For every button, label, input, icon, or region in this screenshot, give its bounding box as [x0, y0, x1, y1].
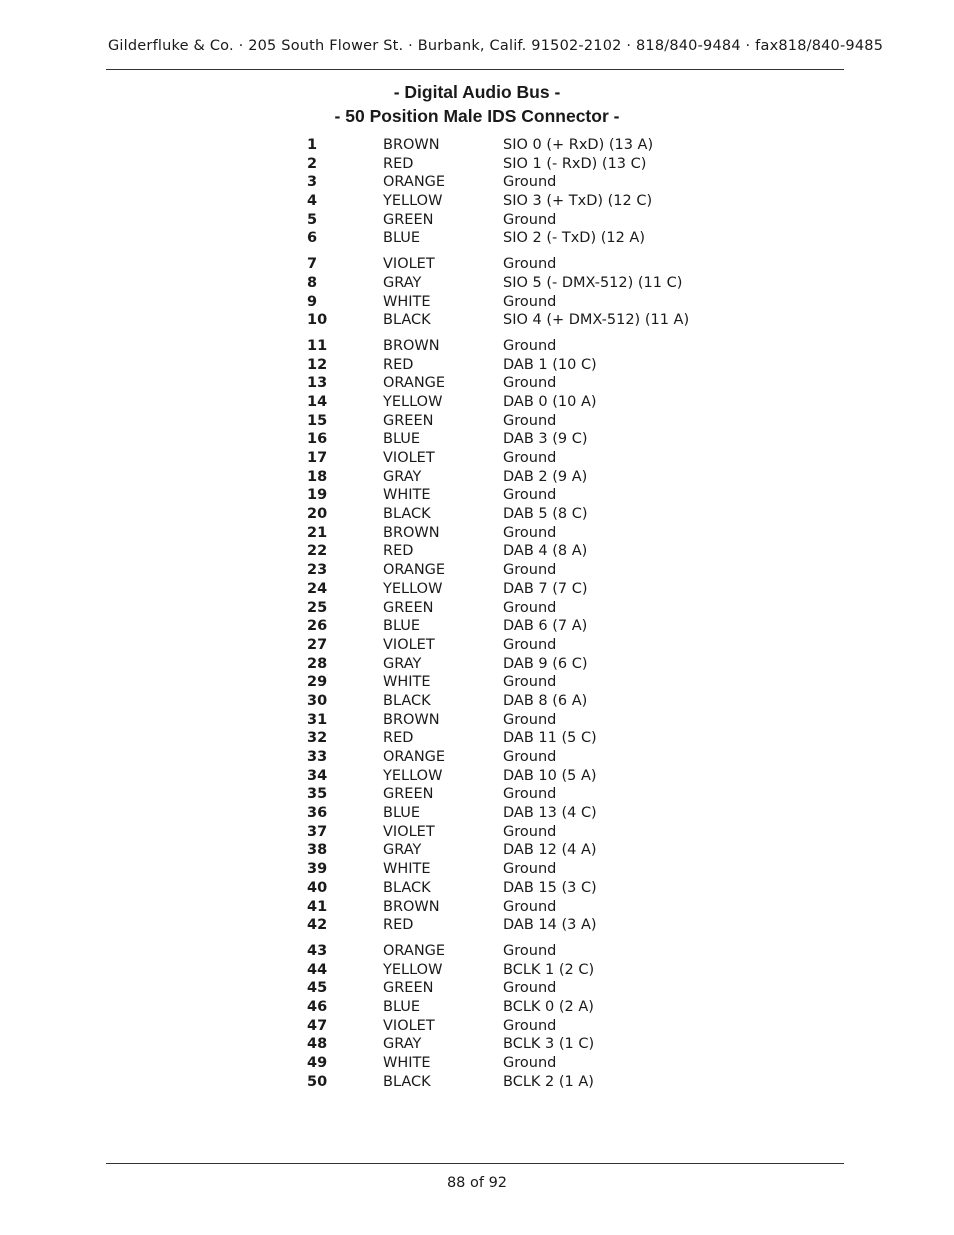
wire-color: RED — [383, 730, 414, 747]
pin-number: 33 — [307, 749, 328, 765]
wire-color: GREEN — [383, 211, 434, 228]
signal-name: Ground — [503, 256, 557, 273]
wire-color: BLUE — [383, 998, 421, 1015]
signal-name: Ground — [503, 1055, 557, 1071]
pin-row — [307, 879, 727, 898]
wire-color: VIOLET — [383, 636, 435, 653]
wire-color: BROWN — [383, 711, 440, 728]
pin-row — [307, 692, 727, 711]
pin-row — [307, 1073, 727, 1092]
signal-name: BCLK 3 (1 C) — [503, 1036, 595, 1053]
pin-row — [307, 255, 727, 274]
signal-name: Ground — [503, 942, 557, 959]
wire-color: BLUE — [383, 230, 421, 247]
signal-name: DAB 0 (10 A) — [503, 393, 597, 410]
signal-name: DAB 8 (6 A) — [503, 692, 588, 709]
pin-number: 38 — [307, 842, 328, 859]
pin-number: 11 — [307, 337, 328, 354]
signal-name: Ground — [503, 337, 557, 354]
wire-color: GREEN — [383, 412, 434, 429]
section-title: - Digital Audio Bus - — [393, 82, 561, 102]
wire-color: BLUE — [383, 618, 421, 635]
page-header: Gilderfluke & Co. · 205 South Flower St. · Burbank, Calif. 91502-2102 · 818/840-9484 · fax818/840-9485 — [108, 38, 884, 54]
pin-row — [307, 136, 727, 155]
signal-name: DAB 11 (5 C) — [503, 730, 597, 747]
pin-row — [307, 486, 727, 505]
wire-color: RED — [383, 356, 414, 373]
wire-color: GREEN — [383, 599, 434, 616]
pin-row — [307, 841, 727, 860]
section-subtitle: - 50 Position Male IDS Connector - — [334, 106, 620, 126]
wire-color: YELLOW — [383, 193, 443, 210]
pin-number: 1 — [307, 137, 318, 153]
pin-row — [307, 430, 727, 449]
wire-color: BLACK — [383, 879, 431, 896]
pin-number: 34 — [307, 767, 328, 784]
signal-name: Ground — [503, 487, 557, 504]
pin-number: 50 — [307, 1073, 328, 1090]
pin-row — [307, 1017, 727, 1036]
wire-color: GRAY — [383, 842, 422, 859]
wire-color: VIOLET — [383, 823, 435, 840]
pin-number: 12 — [307, 356, 328, 373]
pin-row — [307, 356, 727, 375]
pin-row — [307, 311, 727, 330]
wire-color: BROWN — [383, 898, 440, 915]
pin-number: 42 — [307, 917, 328, 934]
pin-row — [307, 785, 727, 804]
wire-color: YELLOW — [383, 767, 443, 784]
pin-row — [307, 293, 727, 312]
pin-row — [307, 767, 727, 786]
pin-row — [307, 711, 727, 730]
wire-color: BROWN — [383, 337, 440, 354]
signal-name: DAB 7 (7 C) — [503, 580, 588, 597]
wire-color: ORANGE — [383, 174, 446, 191]
signal-name: DAB 4 (8 A) — [503, 543, 588, 560]
pin-row — [307, 211, 727, 230]
pin-row — [307, 804, 727, 823]
pin-number: 44 — [307, 961, 328, 978]
pin-number: 17 — [307, 450, 328, 466]
pin-row — [307, 468, 727, 487]
signal-name: DAB 15 (3 C) — [503, 879, 597, 896]
pin-row — [307, 898, 727, 917]
wire-color: WHITE — [383, 487, 431, 504]
pin-number: 6 — [307, 230, 318, 247]
signal-name: SIO 2 (- TxD) (12 A) — [503, 230, 645, 247]
pin-number: 2 — [307, 155, 318, 172]
signal-name: Ground — [503, 599, 557, 616]
signal-name: DAB 6 (7 A) — [503, 618, 588, 635]
pin-number: 7 — [307, 256, 318, 273]
pin-row — [307, 505, 727, 524]
signal-name: Ground — [503, 980, 557, 997]
pin-number: 26 — [307, 618, 328, 635]
pin-row — [307, 155, 727, 174]
pin-number: 5 — [307, 211, 318, 228]
pin-number: 14 — [307, 393, 328, 410]
wire-color: WHITE — [383, 674, 431, 691]
signal-name: Ground — [503, 562, 557, 579]
footer-rule — [106, 1163, 844, 1164]
pin-row — [307, 942, 727, 961]
pin-row — [307, 449, 727, 468]
wire-color: GRAY — [383, 655, 422, 672]
wire-color: ORANGE — [383, 942, 446, 959]
signal-name: DAB 12 (4 A) — [503, 842, 597, 859]
pin-number: 37 — [307, 823, 328, 840]
pin-number: 18 — [307, 468, 328, 485]
pin-row — [307, 673, 727, 692]
wire-color: BLUE — [383, 431, 421, 448]
signal-name: BCLK 2 (1 A) — [503, 1073, 594, 1090]
signal-name: Ground — [503, 749, 557, 765]
wire-color: GREEN — [383, 786, 434, 803]
signal-name: Ground — [503, 786, 557, 803]
pin-number: 10 — [307, 312, 328, 329]
pin-number: 15 — [307, 412, 328, 429]
signal-name: Ground — [503, 174, 557, 191]
wire-color: GRAY — [383, 274, 422, 291]
pin-number: 21 — [307, 524, 328, 541]
signal-name: SIO 3 (+ TxD) (12 C) — [503, 193, 653, 210]
signal-name: DAB 14 (3 A) — [503, 917, 597, 934]
signal-name: DAB 2 (9 A) — [503, 468, 588, 485]
wire-color: ORANGE — [383, 749, 446, 765]
pin-row — [307, 229, 727, 248]
signal-name: DAB 9 (6 C) — [503, 655, 588, 672]
signal-name: DAB 1 (10 C) — [503, 356, 597, 373]
signal-name: BCLK 1 (2 C) — [503, 961, 595, 978]
pin-number: 43 — [307, 942, 328, 959]
signal-name: Ground — [503, 375, 557, 392]
pin-number: 28 — [307, 655, 328, 672]
pin-number: 30 — [307, 692, 328, 709]
wire-color: RED — [383, 917, 414, 934]
signal-name: SIO 1 (- RxD) (13 C) — [503, 155, 647, 172]
wire-color: YELLOW — [383, 580, 443, 597]
pin-number: 49 — [307, 1055, 328, 1071]
signal-name: SIO 5 (- DMX-512) (11 C) — [503, 274, 683, 291]
wire-color: BLACK — [383, 312, 431, 329]
pin-row — [307, 979, 727, 998]
pin-row — [307, 961, 727, 980]
signal-name: Ground — [503, 823, 557, 840]
wire-color: GREEN — [383, 980, 434, 997]
signal-name: SIO 4 (+ DMX-512) (11 A) — [503, 312, 690, 329]
wire-color: GRAY — [383, 1036, 422, 1053]
signal-name: Ground — [503, 898, 557, 915]
pin-number: 31 — [307, 711, 328, 728]
wire-color: VIOLET — [383, 450, 435, 466]
pin-number: 25 — [307, 599, 328, 616]
pin-row — [307, 998, 727, 1017]
wire-color: BLACK — [383, 506, 431, 523]
pin-row — [307, 1035, 727, 1054]
wire-color: ORANGE — [383, 562, 446, 579]
signal-name: Ground — [503, 861, 557, 878]
pin-number: 35 — [307, 786, 328, 803]
pin-row — [307, 636, 727, 655]
pin-group — [307, 255, 727, 330]
wire-color: GRAY — [383, 468, 422, 485]
signal-name: Ground — [503, 636, 557, 653]
signal-name: Ground — [503, 450, 557, 466]
signal-name: Ground — [503, 1017, 557, 1034]
signal-name: Ground — [503, 711, 557, 728]
pin-number: 24 — [307, 580, 328, 597]
signal-name: Ground — [503, 674, 557, 691]
pin-number: 13 — [307, 375, 328, 392]
wire-color: YELLOW — [383, 961, 443, 978]
pin-number: 47 — [307, 1017, 328, 1034]
pin-row — [307, 337, 727, 356]
pin-number: 19 — [307, 487, 328, 504]
pin-row — [307, 542, 727, 561]
wire-color: BROWN — [383, 137, 440, 153]
wire-color: BROWN — [383, 524, 440, 541]
wire-color: BLUE — [383, 805, 421, 822]
pin-row — [307, 192, 727, 211]
signal-name: BCLK 0 (2 A) — [503, 998, 594, 1015]
page-number: 88 of 92 — [446, 1175, 508, 1191]
pin-number: 48 — [307, 1036, 328, 1053]
pin-number: 46 — [307, 998, 328, 1015]
wire-color: BLACK — [383, 1073, 431, 1090]
pin-row — [307, 580, 727, 599]
signal-name: DAB 10 (5 A) — [503, 767, 597, 784]
pin-row — [307, 617, 727, 636]
pin-number: 3 — [307, 174, 318, 191]
pin-number: 20 — [307, 506, 328, 523]
pin-row — [307, 860, 727, 879]
pin-group — [307, 942, 727, 1092]
header-rule — [106, 69, 844, 70]
signal-name: Ground — [503, 293, 557, 310]
pin-number: 4 — [307, 193, 318, 210]
signal-name: DAB 3 (9 C) — [503, 431, 588, 448]
pin-number: 29 — [307, 674, 328, 691]
pin-row — [307, 274, 727, 293]
wire-color: RED — [383, 543, 414, 560]
wire-color: RED — [383, 155, 414, 172]
wire-color: WHITE — [383, 861, 431, 878]
pin-number: 45 — [307, 980, 328, 997]
pin-number: 23 — [307, 562, 328, 579]
pin-number: 8 — [307, 274, 318, 291]
pin-row — [307, 524, 727, 543]
pin-number: 16 — [307, 431, 328, 448]
pin-number: 27 — [307, 636, 328, 653]
wire-color: VIOLET — [383, 256, 435, 273]
pin-row — [307, 561, 727, 580]
pin-row — [307, 374, 727, 393]
pin-group — [307, 337, 727, 935]
pin-row — [307, 823, 727, 842]
signal-name: SIO 0 (+ RxD) (13 A) — [503, 137, 654, 153]
signal-name: Ground — [503, 412, 557, 429]
pin-row — [307, 412, 727, 431]
wire-color: ORANGE — [383, 375, 446, 392]
pin-row — [307, 393, 727, 412]
pin-row — [307, 729, 727, 748]
pin-number: 39 — [307, 861, 328, 878]
pin-row — [307, 916, 727, 935]
wire-color: VIOLET — [383, 1017, 435, 1034]
signal-name: Ground — [503, 524, 557, 541]
pin-number: 32 — [307, 730, 328, 747]
pin-row — [307, 1054, 727, 1073]
wire-color: BLACK — [383, 692, 431, 709]
wire-color: WHITE — [383, 1055, 431, 1071]
pin-number: 36 — [307, 805, 328, 822]
pin-number: 22 — [307, 543, 328, 560]
signal-name: DAB 5 (8 C) — [503, 506, 588, 523]
pin-group — [307, 136, 727, 248]
wire-color: YELLOW — [383, 393, 443, 410]
pinout-table — [307, 136, 727, 1098]
pin-row — [307, 173, 727, 192]
pin-number: 9 — [307, 293, 318, 310]
pin-number: 41 — [307, 898, 328, 915]
pin-row — [307, 748, 727, 767]
signal-name: DAB 13 (4 C) — [503, 805, 597, 822]
signal-name: Ground — [503, 211, 557, 228]
wire-color: WHITE — [383, 293, 431, 310]
pin-row — [307, 599, 727, 618]
pin-number: 40 — [307, 879, 328, 896]
pin-row — [307, 655, 727, 674]
